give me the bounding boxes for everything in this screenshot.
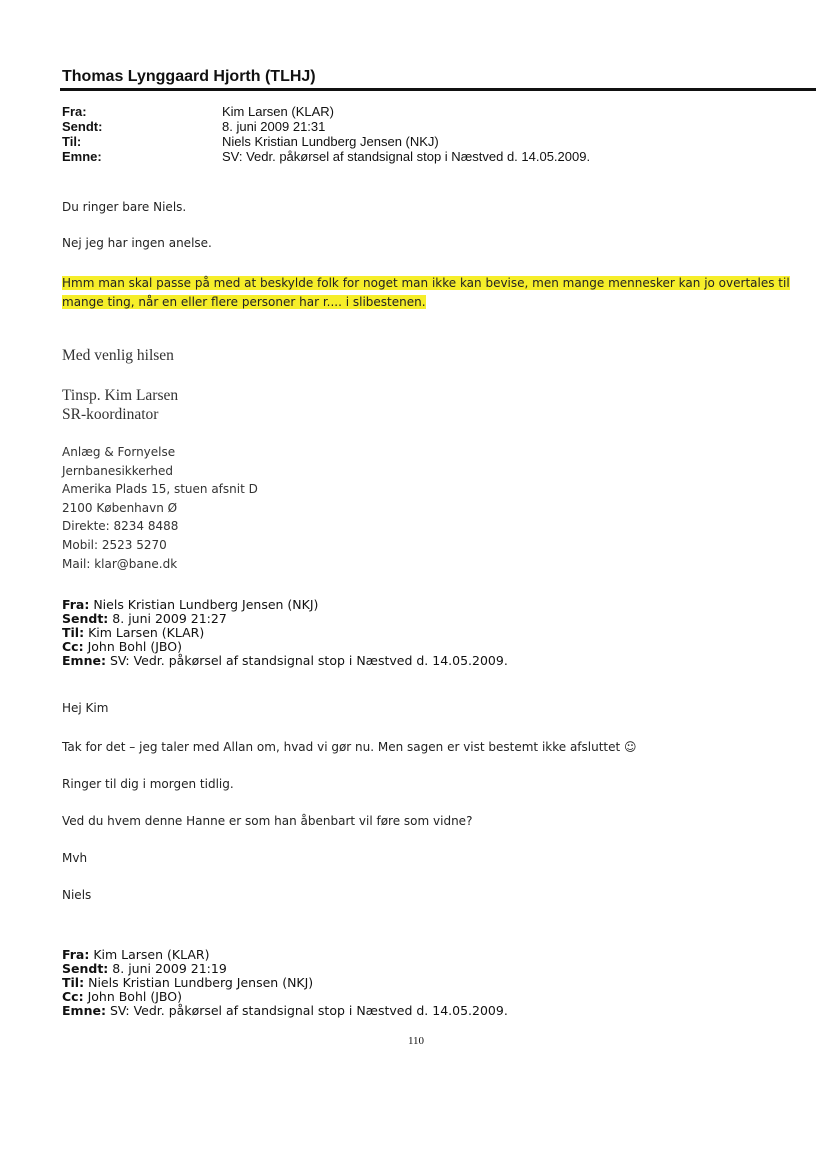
signature-city: 2100 København Ø (62, 500, 178, 515)
signature-dept: Anlæg & Fornyelse (62, 445, 176, 459)
fwd1-to-label: Til: (62, 625, 85, 640)
highlight-line-2: mange ting, når en eller flere personer har r.... i slibestenen. (62, 295, 426, 309)
fwd2-sent: 8. juni 2009 21:19 (112, 961, 227, 976)
fwd2-from-label: Fra: (62, 947, 90, 962)
fwd2-subject: SV: Vedr. påkørsel af standsignal stop i Næstved d. 14.05.2009. (109, 1003, 508, 1018)
fwd2-cc-label: Cc: (62, 989, 84, 1004)
header-rule (60, 88, 816, 91)
fwd2-subject-label: Emne: (62, 1003, 106, 1018)
fwd2-to-label: Til: (62, 975, 85, 990)
fwd1-sent: 8. juni 2009 21:27 (112, 611, 227, 626)
sent-value: 8. juni 2009 21:31 (222, 119, 326, 134)
mailbox-owner-name: Thomas Lynggaard Hjorth (TLHJ) (62, 68, 316, 85)
from-label: Fra: (62, 104, 87, 119)
fwd2-sent-label: Sendt: (62, 961, 109, 976)
highlight-line-1: Hmm man skal passe på med at beskylde folk for noget man ikke kan bevise, men mange mennesker kan jo overtales til (62, 276, 790, 290)
fwd1-body-line-1: Hej Kim (62, 701, 109, 715)
page-number: 110 (407, 1035, 425, 1047)
forwarded-header-1 (62, 598, 508, 668)
signature-mobile: Mobil: 2523 5270 (62, 537, 167, 552)
fwd2-to: Niels Kristian Lundberg Jensen (NKJ) (88, 975, 314, 990)
signature-name-block (62, 386, 178, 424)
fwd1-from-label: Fra: (62, 597, 90, 612)
fwd1-body-line-6: Niels (62, 888, 92, 902)
fwd2-cc: John Bohl (JBO) (87, 989, 182, 1004)
fwd1-subject: SV: Vedr. påkørsel af standsignal stop i Næstved d. 14.05.2009. (109, 653, 508, 668)
fwd1-body-line-4: Ved du hvem denne Hanne er som han åbenbart vil føre som vidne? (62, 814, 473, 828)
to-value: Niels Kristian Lundberg Jensen (NKJ) (222, 134, 439, 149)
signature-address: Amerika Plads 15, stuen afsnit D (62, 482, 258, 497)
to-label: Til: (62, 134, 82, 149)
fwd2-from: Kim Larsen (KLAR) (93, 947, 210, 962)
fwd1-to: Kim Larsen (KLAR) (88, 625, 205, 640)
fwd1-from: Niels Kristian Lundberg Jensen (NKJ) (93, 597, 319, 612)
subject-value: SV: Vedr. påkørsel af standsignal stop i Næstved d. 14.05.2009. (222, 149, 591, 164)
fwd1-sent-label: Sendt: (62, 611, 109, 626)
signature-name: Tinsp. Kim Larsen (62, 387, 179, 404)
signature-greeting: Med venlig hilsen (62, 347, 174, 364)
body-line-1: Du ringer bare Niels. (62, 200, 187, 214)
from-value: Kim Larsen (KLAR) (222, 104, 334, 119)
signature-direct-phone: Direkte: 8234 8488 (62, 519, 179, 534)
email-header (62, 104, 590, 164)
fwd1-body-line-5: Mvh (62, 851, 88, 865)
signature-unit: Jernbanesikkerhed (62, 463, 173, 478)
signature-role: SR-koordinator (62, 406, 159, 423)
signature-contact (62, 443, 258, 573)
forwarded-header-2 (62, 948, 508, 1018)
subject-label: Emne: (62, 149, 102, 164)
sent-label: Sendt: (62, 119, 103, 134)
fwd1-body-line-3: Ringer til dig i morgen tidlig. (62, 777, 234, 791)
fwd1-cc-label: Cc: (62, 639, 84, 654)
highlighted-paragraph (62, 274, 790, 312)
fwd1-cc: John Bohl (JBO) (87, 639, 182, 654)
fwd1-subject-label: Emne: (62, 653, 106, 668)
body-line-2: Nej jeg har ingen anelse. (62, 236, 212, 250)
fwd1-body-line-2: Tak for det – jeg taler med Allan om, hvad vi gør nu. Men sagen er vist bestemt ikke afsluttet ☺ (62, 740, 637, 754)
signature-mail: Mail: klar@bane.dk (62, 556, 178, 571)
